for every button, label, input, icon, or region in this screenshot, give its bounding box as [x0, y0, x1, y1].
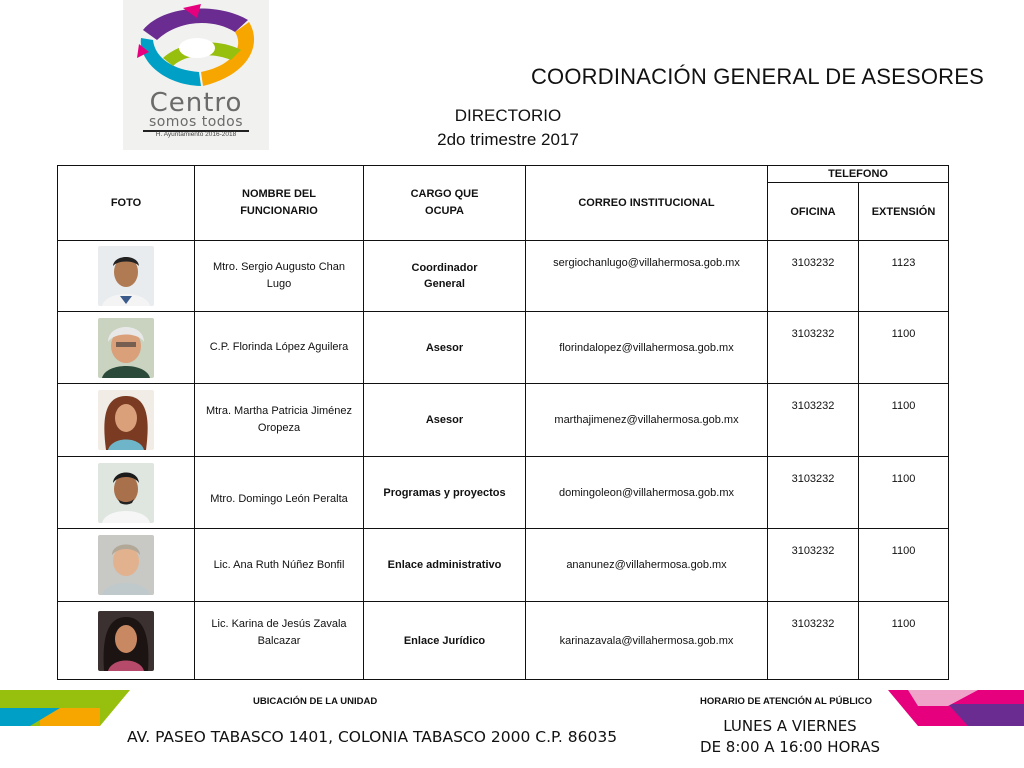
header-nombre-line2: FUNCIONARIO: [240, 205, 318, 217]
name-line1: Mtra. Martha Patricia Jiménez: [205, 405, 353, 417]
official-name: [195, 384, 364, 457]
table-header-row: [58, 166, 949, 183]
office-phone: 3103232: [768, 312, 859, 384]
person-photo: [98, 463, 154, 523]
directory-table: [57, 165, 949, 680]
header-correo: CORREO INSTITUCIONAL: [526, 166, 768, 241]
name-line2: Balcazar: [257, 635, 301, 647]
header-nombre-line1: NOMBRE DEL: [242, 188, 316, 200]
extension: 1100: [859, 529, 949, 602]
page-subtitle: DIRECTORIO: [454, 106, 562, 125]
position-line1: Asesor: [425, 341, 464, 354]
logo-tagline: somos todos: [148, 114, 244, 130]
extension: 1123: [859, 241, 949, 312]
email-link[interactable]: ananunez@villahermosa.gob.mx: [526, 529, 768, 602]
name-line2: Oropeza: [257, 422, 301, 434]
page-title: COORDINACIÓN GENERAL DE ASESORES: [530, 64, 984, 89]
footer-band-right-icon: [888, 690, 1024, 726]
page-period: 2do trimestre 2017: [437, 130, 579, 149]
official-name: [195, 312, 364, 384]
header-oficina: OFICINA: [768, 183, 859, 241]
location-label: UBICACIÓN DE LA UNIDAD: [253, 696, 378, 707]
official-name: [195, 241, 364, 312]
address: AV. PASEO TABASCO 1401, COLONIA TABASCO 2000 C.P. 86035: [127, 728, 618, 746]
position-line2: General: [424, 278, 465, 290]
name-line1: Mtro. Domingo León Peralta: [210, 493, 348, 505]
photo-cell: [58, 457, 195, 529]
person-photo: [98, 318, 154, 378]
hours-days: LUNES A VIERNES: [723, 717, 857, 735]
person-photo: [98, 535, 154, 595]
official-name: [195, 602, 364, 680]
header-extension: EXTENSIÓN: [859, 183, 949, 241]
header-cargo-line1: CARGO QUE: [410, 188, 479, 200]
official-position: [364, 241, 526, 312]
name-line1: C.P. Florinda López Aguilera: [209, 341, 349, 353]
email-link[interactable]: domingoleon@villahermosa.gob.mx: [526, 457, 768, 529]
photo-cell: [58, 312, 195, 384]
official-position: [364, 384, 526, 457]
table-row: [58, 602, 949, 680]
hours-label: HORARIO DE ATENCIÓN AL PÚBLICO: [700, 696, 873, 707]
extension: 1100: [859, 457, 949, 529]
email-link[interactable]: karinazavala@villahermosa.gob.mx: [526, 602, 768, 680]
logo-period: H. Ayuntamiento 2016-2018: [155, 131, 237, 138]
office-phone: 3103232: [768, 529, 859, 602]
person-photo: [98, 390, 154, 450]
official-name: [195, 457, 364, 529]
person-photo: [98, 611, 154, 671]
position-line1: Programas y proyectos: [383, 486, 506, 499]
position-line1: Coordinador: [411, 262, 478, 274]
hours-time: DE 8:00 A 16:00 HORAS: [700, 738, 880, 756]
official-position: [364, 312, 526, 384]
office-phone: 3103232: [768, 602, 859, 680]
official-position: [364, 457, 526, 529]
name-line1: Mtro. Sergio Augusto Chan: [212, 261, 346, 273]
table-row: [58, 312, 949, 384]
official-name: [195, 529, 364, 602]
photo-cell: [58, 241, 195, 312]
office-phone: 3103232: [768, 241, 859, 312]
name-line1: Lic. Karina de Jesús Zavala: [211, 618, 347, 630]
table-row: [58, 457, 949, 529]
official-position: [364, 602, 526, 680]
logo: [123, 0, 269, 150]
office-phone: 3103232: [768, 384, 859, 457]
email-link[interactable]: florindalopez@villahermosa.gob.mx: [526, 312, 768, 384]
footer-band-left-icon: [0, 690, 135, 726]
email-link[interactable]: sergiochanlugo@villahermosa.gob.mx: [526, 241, 768, 312]
table-row: [58, 241, 949, 312]
name-line1: Lic. Ana Ruth Núñez Bonfil: [213, 558, 345, 571]
header-foto: FOTO: [58, 166, 195, 241]
logo-name: Centro: [149, 88, 243, 118]
extension: 1100: [859, 602, 949, 680]
photo-cell: [58, 529, 195, 602]
extension: 1100: [859, 384, 949, 457]
header-cargo-line2: OCUPA: [425, 205, 464, 217]
email-link[interactable]: marthajimenez@villahermosa.gob.mx: [526, 384, 768, 457]
extension: 1100: [859, 312, 949, 384]
photo-cell: [58, 602, 195, 680]
position-line1: Asesor: [425, 414, 464, 426]
logo-mark-icon: [123, 0, 269, 90]
name-line2: Lugo: [266, 278, 292, 290]
header-telefono: TELEFONO: [768, 166, 949, 183]
official-position: [364, 529, 526, 602]
table-row: [58, 384, 949, 457]
office-phone: 3103232: [768, 457, 859, 529]
position-line1: Enlace administrativo: [387, 559, 502, 571]
photo-cell: [58, 384, 195, 457]
header-cargo: [364, 166, 526, 241]
person-photo: [98, 246, 154, 306]
table-row: [58, 529, 949, 602]
position-line1: Enlace Jurídico: [403, 634, 486, 647]
header-nombre: [195, 166, 364, 241]
